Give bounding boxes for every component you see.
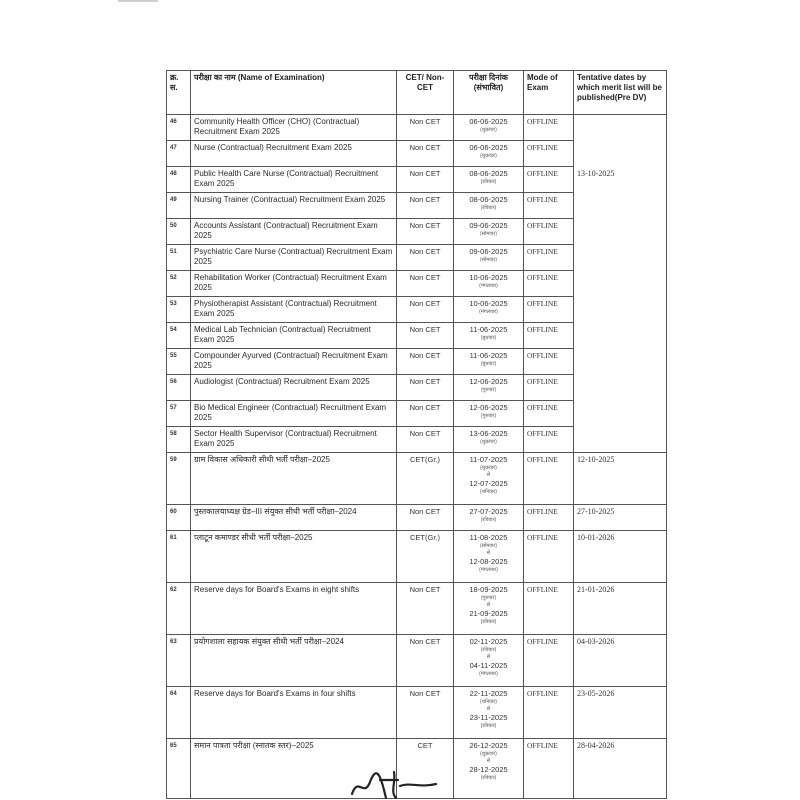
table-row — [167, 687, 667, 739]
date-separator: से — [486, 758, 491, 764]
table-body — [167, 115, 667, 799]
cet-type: Non CET — [397, 583, 454, 635]
exam-date — [454, 323, 524, 349]
merit-list-date: 28-04-2026 — [574, 739, 667, 799]
weekday-label: (शनिवार) — [480, 699, 497, 705]
table-row — [167, 401, 667, 427]
cet-type: Non CET — [397, 375, 454, 401]
table-row — [167, 271, 667, 297]
date-separator: से — [486, 602, 491, 608]
signature — [350, 768, 440, 800]
date-separator: से — [486, 472, 491, 478]
serial-number: 46 — [167, 115, 191, 141]
merit-list-date — [574, 323, 667, 349]
table-row — [167, 219, 667, 245]
merit-list-date — [574, 401, 667, 427]
exam-mode: OFFLINE — [524, 375, 574, 401]
exam-date — [454, 375, 524, 401]
date-value: 23-11-2025 — [469, 713, 508, 722]
weekday-label: (रविवार) — [480, 179, 497, 185]
exam-date — [454, 583, 524, 635]
date-value: 13-06-2025 — [469, 429, 508, 438]
exam-mode: OFFLINE — [524, 115, 574, 141]
exam-mode: OFFLINE — [524, 531, 574, 583]
exam-name: Rehabilitation Worker (Contractual) Recruitment Exam 2025 — [191, 271, 397, 297]
exam-name: Psychiatric Care Nurse (Contractual) Recruitment Exam 2025 — [191, 245, 397, 271]
date-value: 11-07-2025 — [469, 455, 508, 464]
weekday-label: (मंगलवार) — [479, 309, 498, 315]
table-row — [167, 115, 667, 141]
exam-mode: OFFLINE — [524, 245, 574, 271]
exam-name: Reserve days for Board's Exams in eight shifts — [191, 583, 397, 635]
exam-name: Sector Health Supervisor (Contractual) Recruitment Exam 2025 — [191, 427, 397, 453]
serial-number: 61 — [167, 531, 191, 583]
cet-type: Non CET — [397, 505, 454, 531]
exam-date — [454, 219, 524, 245]
cet-type: Non CET — [397, 635, 454, 687]
date-value: 28-12-2025 — [469, 765, 508, 774]
weekday-label: (बुधवार) — [480, 335, 497, 341]
merit-list-date: 04-03-2026 — [574, 635, 667, 687]
header-exam-name: परीक्षा का नाम (Name of Examination) — [191, 71, 397, 115]
exam-mode: OFFLINE — [524, 583, 574, 635]
weekday-label: (शुक्रवार) — [480, 127, 497, 133]
date-value: 06-06-2025 — [469, 117, 508, 126]
date-value: 09-06-2025 — [469, 247, 508, 256]
exam-mode: OFFLINE — [524, 453, 574, 505]
exam-name: Public Health Care Nurse (Contractual) Recruitment Exam 2025 — [191, 167, 397, 193]
weekday-label: (मंगलवार) — [479, 567, 498, 573]
serial-number: 58 — [167, 427, 191, 453]
date-value: 21-09-2025 — [469, 609, 508, 618]
cet-type: Non CET — [397, 245, 454, 271]
exam-name: Medical Lab Technician (Contractual) Recruitment Exam 2025 — [191, 323, 397, 349]
merit-list-date — [574, 349, 667, 375]
serial-number: 48 — [167, 167, 191, 193]
weekday-label: (शुक्रवार) — [480, 465, 497, 471]
table-row — [167, 375, 667, 401]
date-value: 06-06-2025 — [469, 143, 508, 152]
exam-mode: OFFLINE — [524, 193, 574, 219]
header-cet: CET/ Non-CET — [397, 71, 454, 115]
cet-type: Non CET — [397, 219, 454, 245]
merit-list-date — [574, 297, 667, 323]
header-merit-date: Tentative dates by which merit list will be published(Pre DV) — [574, 71, 667, 115]
merit-list-date — [574, 115, 667, 141]
exam-date — [454, 349, 524, 375]
exam-mode: OFFLINE — [524, 687, 574, 739]
merit-list-date — [574, 219, 667, 245]
exam-name: Reserve days for Board's Exams in four shifts — [191, 687, 397, 739]
exam-mode: OFFLINE — [524, 505, 574, 531]
serial-number: 55 — [167, 349, 191, 375]
exam-name: ग्राम विकास अधिकारी सीधी भर्ती परीक्षा–2025 — [191, 453, 397, 505]
serial-number: 65 — [167, 739, 191, 799]
cet-type: Non CET — [397, 193, 454, 219]
serial-number: 62 — [167, 583, 191, 635]
exam-mode: OFFLINE — [524, 349, 574, 375]
date-value: 18-09-2025 — [469, 585, 508, 594]
exam-mode: OFFLINE — [524, 271, 574, 297]
cet-type: Non CET — [397, 401, 454, 427]
exam-mode: OFFLINE — [524, 401, 574, 427]
date-value: 08-06-2025 — [469, 195, 508, 204]
scan-mark — [118, 0, 158, 2]
exam-name: Community Health Officer (CHO) (Contractual) Recruitment Exam 2025 — [191, 115, 397, 141]
date-value: 22-11-2025 — [469, 689, 508, 698]
weekday-label: (रविवार) — [480, 775, 497, 781]
exam-date — [454, 531, 524, 583]
weekday-label: (शुक्रवार) — [480, 751, 497, 757]
weekday-label: (गुरुवार) — [480, 413, 497, 419]
date-value: 02-11-2025 — [469, 637, 508, 646]
date-value: 12-08-2025 — [469, 557, 508, 566]
exam-mode: OFFLINE — [524, 297, 574, 323]
exam-date — [454, 141, 524, 167]
serial-number: 63 — [167, 635, 191, 687]
cet-type: Non CET — [397, 167, 454, 193]
table-row — [167, 635, 667, 687]
exam-date — [454, 193, 524, 219]
cet-type: Non CET — [397, 115, 454, 141]
exam-date — [454, 271, 524, 297]
merit-list-date — [574, 427, 667, 453]
cet-type: CET(Gr.) — [397, 453, 454, 505]
weekday-label: (गुरुवार) — [480, 595, 497, 601]
cet-type: Non CET — [397, 349, 454, 375]
exam-date — [454, 453, 524, 505]
exam-name: Nurse (Contractual) Recruitment Exam 2025 — [191, 141, 397, 167]
merit-list-date — [574, 375, 667, 401]
exam-name: Compounder Ayurved (Contractual) Recruitment Exam 2025 — [191, 349, 397, 375]
table-row — [167, 167, 667, 193]
exam-name: Bio Medical Engineer (Contractual) Recruitment Exam 2025 — [191, 401, 397, 427]
exam-mode: OFFLINE — [524, 141, 574, 167]
serial-number: 51 — [167, 245, 191, 271]
exam-name: समान पात्रता परीक्षा (स्नातक स्तर)–2025 — [191, 739, 397, 799]
weekday-label: (सोमवार) — [479, 257, 498, 263]
date-value: 04-11-2025 — [469, 661, 508, 670]
exam-name: Nursing Trainer (Contractual) Recruitment Exam 2025 — [191, 193, 397, 219]
weekday-label: (रविवार) — [480, 205, 497, 211]
serial-number: 54 — [167, 323, 191, 349]
table-row — [167, 141, 667, 167]
weekday-label: (रविवार) — [480, 723, 497, 729]
date-separator: से — [486, 550, 491, 556]
date-value: 12-06-2025 — [469, 377, 508, 386]
weekday-label: (शनिवार) — [480, 489, 497, 495]
exam-mode: OFFLINE — [524, 323, 574, 349]
merit-list-date: 13-10-2025 — [574, 167, 667, 193]
merit-list-date: 27-10-2025 — [574, 505, 667, 531]
header-exam-date: परीक्षा दिनांक (संभावित) — [454, 71, 524, 115]
exam-date — [454, 635, 524, 687]
serial-number: 47 — [167, 141, 191, 167]
date-value: 11-06-2025 — [469, 325, 508, 334]
serial-number: 60 — [167, 505, 191, 531]
exam-name: Audiologist (Contractual) Recruitment Exam 2025 — [191, 375, 397, 401]
date-value: 27-07-2025 — [469, 507, 508, 516]
exam-mode: OFFLINE — [524, 635, 574, 687]
merit-list-date — [574, 271, 667, 297]
serial-number: 59 — [167, 453, 191, 505]
header-sn: क्र. स. — [167, 71, 191, 115]
table-row — [167, 427, 667, 453]
weekday-label: (बुधवार) — [480, 361, 497, 367]
date-value: 12-07-2025 — [469, 479, 508, 488]
weekday-label: (रविवार) — [480, 619, 497, 625]
exam-date — [454, 687, 524, 739]
serial-number: 53 — [167, 297, 191, 323]
table-row — [167, 245, 667, 271]
exam-date — [454, 245, 524, 271]
merit-list-date — [574, 141, 667, 167]
weekday-label: (गुरुवार) — [480, 387, 497, 393]
date-value: 26-12-2025 — [469, 741, 508, 750]
exam-name: Physiotherapist Assistant (Contractual) Recruitment Exam 2025 — [191, 297, 397, 323]
header-mode: Mode of Exam — [524, 71, 574, 115]
cet-type: Non CET — [397, 323, 454, 349]
merit-list-date — [574, 193, 667, 219]
merit-list-date: 12-10-2025 — [574, 453, 667, 505]
cet-type: Non CET — [397, 141, 454, 167]
table-header-row — [167, 71, 667, 115]
cet-type: CET(Gr.) — [397, 531, 454, 583]
serial-number: 52 — [167, 271, 191, 297]
weekday-label: (सोमवार) — [479, 543, 498, 549]
date-separator: से — [486, 706, 491, 712]
table-row — [167, 583, 667, 635]
exam-date — [454, 297, 524, 323]
weekday-label: (रविवार) — [480, 647, 497, 653]
exam-mode: OFFLINE — [524, 427, 574, 453]
date-value: 10-06-2025 — [469, 299, 508, 308]
exam-mode: OFFLINE — [524, 167, 574, 193]
weekday-label: (रविवार) — [480, 517, 497, 523]
merit-list-date: 10-01-2026 — [574, 531, 667, 583]
table-row — [167, 531, 667, 583]
date-value: 10-06-2025 — [469, 273, 508, 282]
table-row — [167, 505, 667, 531]
exam-mode: OFFLINE — [524, 219, 574, 245]
weekday-label: (सोमवार) — [479, 231, 498, 237]
date-value: 11-08-2025 — [469, 533, 508, 542]
cet-type: Non CET — [397, 687, 454, 739]
exam-name: प्लाटून कमाण्डर सीधी भर्ती परीक्षा–2025 — [191, 531, 397, 583]
exam-mode: OFFLINE — [524, 739, 574, 799]
date-value: 08-06-2025 — [469, 169, 508, 178]
weekday-label: (मंगलवार) — [479, 671, 498, 677]
serial-number: 49 — [167, 193, 191, 219]
table-row — [167, 297, 667, 323]
merit-list-date: 21-01-2026 — [574, 583, 667, 635]
exam-date — [454, 401, 524, 427]
date-value: 12-06-2025 — [469, 403, 508, 412]
cet-type: Non CET — [397, 271, 454, 297]
serial-number: 57 — [167, 401, 191, 427]
exam-date — [454, 115, 524, 141]
exam-name: पुस्तकालयाध्यक्ष ग्रेड–III संयुक्त सीधी भर्ती परीक्षा–2024 — [191, 505, 397, 531]
exam-date — [454, 427, 524, 453]
exam-date — [454, 505, 524, 531]
weekday-label: (मंगलवार) — [479, 283, 498, 289]
exam-date — [454, 167, 524, 193]
weekday-label: (शुक्रवार) — [480, 439, 497, 445]
exam-name: प्रयोगशाला सहायक संयुक्त सीधी भर्ती परीक्षा–2024 — [191, 635, 397, 687]
weekday-label: (शुक्रवार) — [480, 153, 497, 159]
exam-name: Accounts Assistant (Contractual) Recruitment Exam 2025 — [191, 219, 397, 245]
cet-type: Non CET — [397, 427, 454, 453]
serial-number: 56 — [167, 375, 191, 401]
exam-date — [454, 739, 524, 799]
table-row — [167, 193, 667, 219]
cet-type: Non CET — [397, 297, 454, 323]
exam-schedule-table — [166, 70, 667, 799]
cet-type: CET — [397, 739, 454, 799]
date-separator: से — [486, 654, 491, 660]
date-value: 09-06-2025 — [469, 221, 508, 230]
serial-number: 64 — [167, 687, 191, 739]
date-value: 11-06-2025 — [469, 351, 508, 360]
table-row — [167, 323, 667, 349]
merit-list-date: 23-05-2026 — [574, 687, 667, 739]
serial-number: 50 — [167, 219, 191, 245]
merit-list-date — [574, 245, 667, 271]
table-row — [167, 349, 667, 375]
table-row — [167, 453, 667, 505]
